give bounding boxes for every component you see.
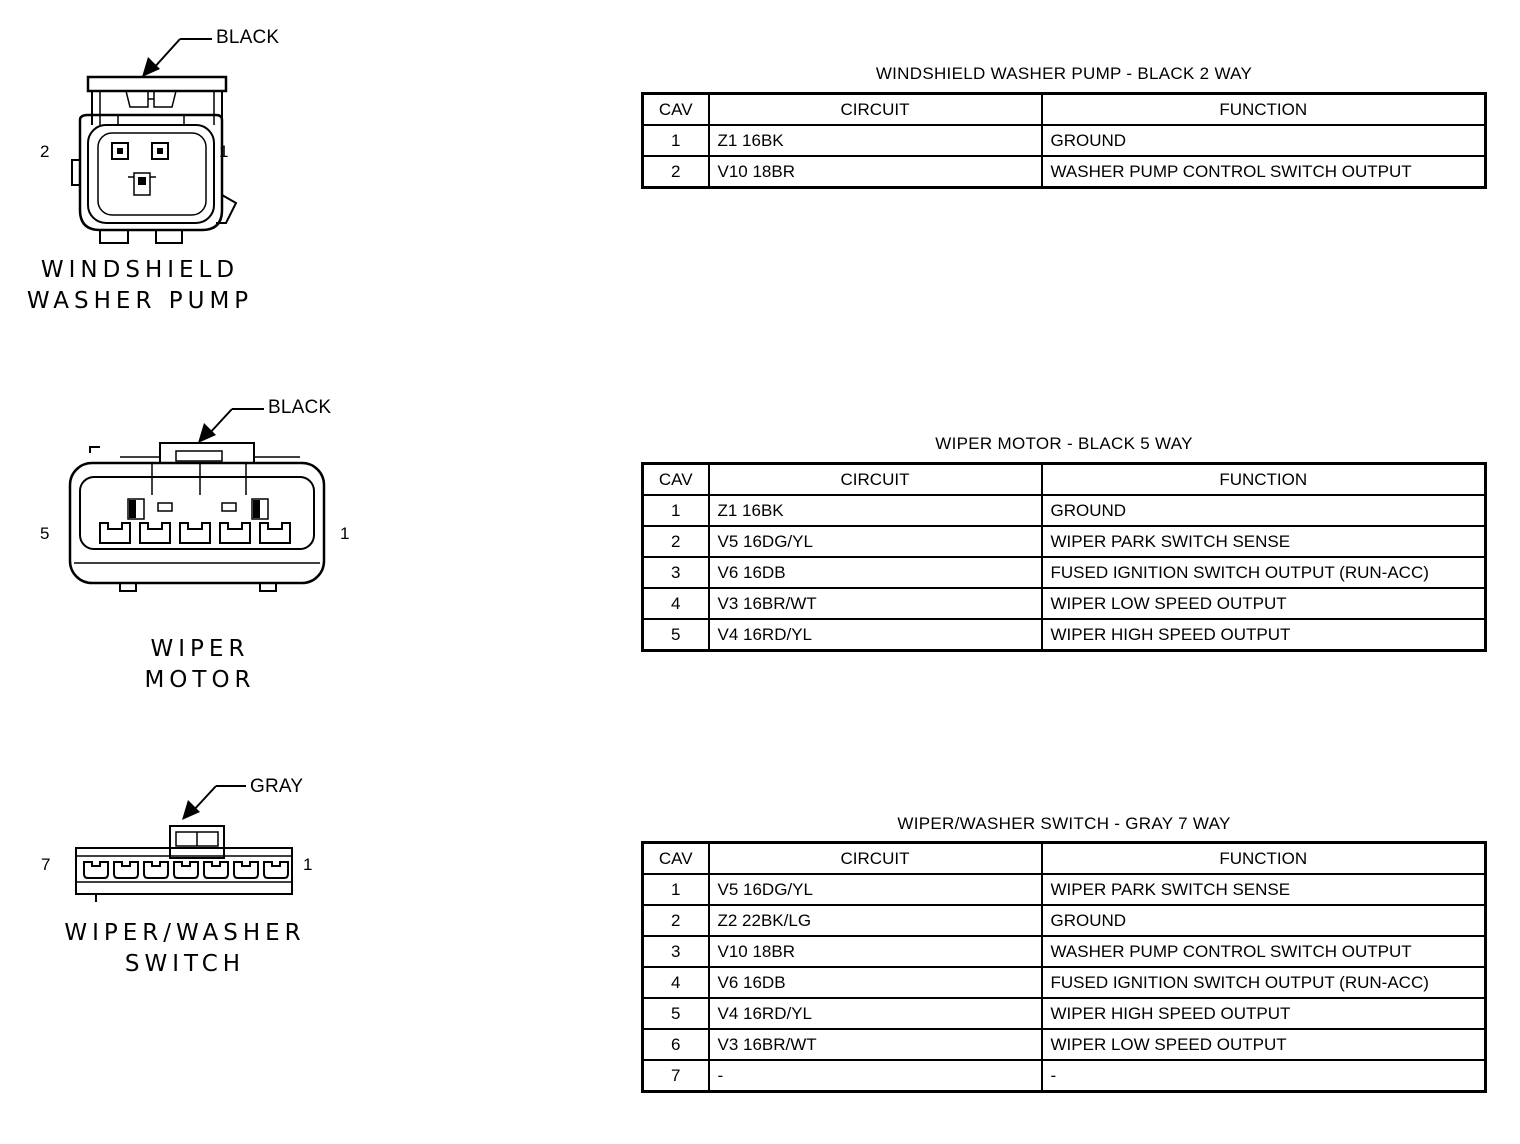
cavity-6	[114, 862, 138, 878]
function-cell: WIPER PARK SWITCH SENSE	[1042, 526, 1486, 557]
function-header: FUNCTION	[1042, 94, 1486, 126]
cavity-3	[204, 862, 228, 878]
circuit-cell: V6 16DB	[709, 557, 1042, 588]
wiper-washer-switch-pinout-table	[641, 841, 1487, 1093]
function-cell: WIPER PARK SWITCH SENSE	[1042, 874, 1486, 905]
cav-cell: 7	[643, 1060, 709, 1092]
circuit-cell: -	[709, 1060, 1042, 1092]
circuit-cell: Z2 22BK/LG	[709, 905, 1042, 936]
circuit-cell: V5 16DG/YL	[709, 874, 1042, 905]
cavity-1	[264, 862, 288, 878]
wiper-motor-pin-right-label: 1	[340, 524, 350, 543]
function-cell: FUSED IGNITION SWITCH OUTPUT (RUN-ACC)	[1042, 967, 1486, 998]
function-cell: WASHER PUMP CONTROL SWITCH OUTPUT	[1042, 156, 1486, 188]
table-row	[643, 1029, 1486, 1060]
table-row	[643, 526, 1486, 557]
function-cell: GROUND	[1042, 905, 1486, 936]
circuit-cell: V3 16BR/WT	[709, 1029, 1042, 1060]
wiper-motor-pinout-table	[641, 462, 1487, 652]
cavity-5	[144, 862, 168, 878]
function-cell: WIPER LOW SPEED OUTPUT	[1042, 1029, 1486, 1060]
wiper-washer-switch-connector-name	[60, 918, 310, 980]
cav-cell: 3	[643, 936, 709, 967]
cav-header: CAV	[643, 94, 709, 126]
cavity-2	[234, 862, 258, 878]
washer-pump-connector-name	[20, 255, 260, 317]
function-cell: GROUND	[1042, 495, 1486, 526]
callout-arrowhead	[142, 57, 160, 77]
cavity-7	[84, 862, 108, 878]
circuit-cell: V4 16RD/YL	[709, 619, 1042, 651]
circuit-header: CIRCUIT	[709, 94, 1042, 126]
function-cell: WIPER LOW SPEED OUTPUT	[1042, 588, 1486, 619]
table-row	[643, 905, 1486, 936]
table-row	[643, 125, 1486, 156]
washer-pump-pin-right-label: 1	[219, 142, 229, 161]
table-row	[643, 557, 1486, 588]
function-cell: WIPER HIGH SPEED OUTPUT	[1042, 619, 1486, 651]
connector-name-line1: WIPER/WASHER	[64, 920, 306, 946]
wiper-motor-connector-name	[80, 634, 320, 696]
circuit-cell: V10 18BR	[709, 156, 1042, 188]
wiper-washer-switch-color-callout: GRAY	[250, 776, 304, 797]
wiper-motor-table-title: WIPER MOTOR - BLACK 5 WAY	[935, 434, 1193, 453]
wiper-washer-switch-pin-left-label: 7	[41, 855, 51, 874]
table-header-row	[643, 843, 1486, 875]
cav-cell: 4	[643, 588, 709, 619]
table-row	[643, 967, 1486, 998]
wiper-motor-pin-left-label: 5	[40, 524, 50, 543]
circuit-cell: V3 16BR/WT	[709, 588, 1042, 619]
cav-cell: 5	[643, 619, 709, 651]
circuit-cell: Z1 16BK	[709, 125, 1042, 156]
washer-pump-table-title: WINDSHIELD WASHER PUMP - BLACK 2 WAY	[875, 64, 1253, 83]
connector-name-line1: WINDSHIELD	[40, 257, 240, 283]
circuit-cell: V5 16DG/YL	[709, 526, 1042, 557]
function-cell: -	[1042, 1060, 1486, 1092]
table-row	[643, 156, 1486, 188]
connector-name-line1: WIPER	[150, 636, 250, 662]
table-header-row	[643, 464, 1486, 496]
table-header-row	[643, 94, 1486, 126]
washer-pump-connector-drawing	[30, 25, 250, 255]
table-row	[643, 588, 1486, 619]
cav-cell: 4	[643, 967, 709, 998]
cav-cell: 2	[643, 526, 709, 557]
cav-header: CAV	[643, 843, 709, 875]
wiper-motor-connector-drawing	[60, 395, 340, 595]
function-header: FUNCTION	[1042, 843, 1486, 875]
circuit-header: CIRCUIT	[709, 464, 1042, 496]
cav-cell: 2	[643, 905, 709, 936]
cav-cell: 1	[643, 125, 709, 156]
cav-cell: 1	[643, 874, 709, 905]
circuit-cell: Z1 16BK	[709, 495, 1042, 526]
connector-name-line2: MOTOR	[144, 667, 256, 693]
cavity-4	[140, 523, 170, 543]
connector-name-line2: SWITCH	[124, 951, 246, 977]
cavity-4	[174, 862, 198, 878]
cavity-5	[100, 523, 130, 543]
callout-arrowhead	[182, 800, 200, 820]
cav-cell: 5	[643, 998, 709, 1029]
table-row	[643, 495, 1486, 526]
table-row	[643, 1060, 1486, 1092]
function-cell: WIPER HIGH SPEED OUTPUT	[1042, 998, 1486, 1029]
cavity-2	[220, 523, 250, 543]
cav-header: CAV	[643, 464, 709, 496]
circuit-header: CIRCUIT	[709, 843, 1042, 875]
function-cell: GROUND	[1042, 125, 1486, 156]
cav-cell: 2	[643, 156, 709, 188]
cavity-3	[180, 523, 210, 543]
wiper-washer-switch-pin-right-label: 1	[303, 855, 313, 874]
table-row	[643, 936, 1486, 967]
cavity-1	[260, 523, 290, 543]
cav-cell: 3	[643, 557, 709, 588]
table-row	[643, 619, 1486, 651]
washer-pump-color-callout: BLACK	[216, 27, 280, 48]
wiper-washer-switch-table-title: WIPER/WASHER SWITCH - GRAY 7 WAY	[897, 814, 1231, 833]
washer-pump-pinout-table	[641, 92, 1487, 189]
callout-arrowhead	[198, 423, 216, 443]
function-header: FUNCTION	[1042, 464, 1486, 496]
circuit-cell: V10 18BR	[709, 936, 1042, 967]
circuit-cell: V4 16RD/YL	[709, 998, 1042, 1029]
table-row	[643, 998, 1486, 1029]
connector-name-line2: WASHER PUMP	[26, 288, 254, 314]
cav-cell: 1	[643, 495, 709, 526]
circuit-cell: V6 16DB	[709, 967, 1042, 998]
table-row	[643, 874, 1486, 905]
cav-cell: 6	[643, 1029, 709, 1060]
function-cell: FUSED IGNITION SWITCH OUTPUT (RUN-ACC)	[1042, 557, 1486, 588]
function-cell: WASHER PUMP CONTROL SWITCH OUTPUT	[1042, 936, 1486, 967]
washer-pump-pin-left-label: 2	[40, 142, 50, 161]
wiper-motor-color-callout: BLACK	[268, 397, 332, 418]
